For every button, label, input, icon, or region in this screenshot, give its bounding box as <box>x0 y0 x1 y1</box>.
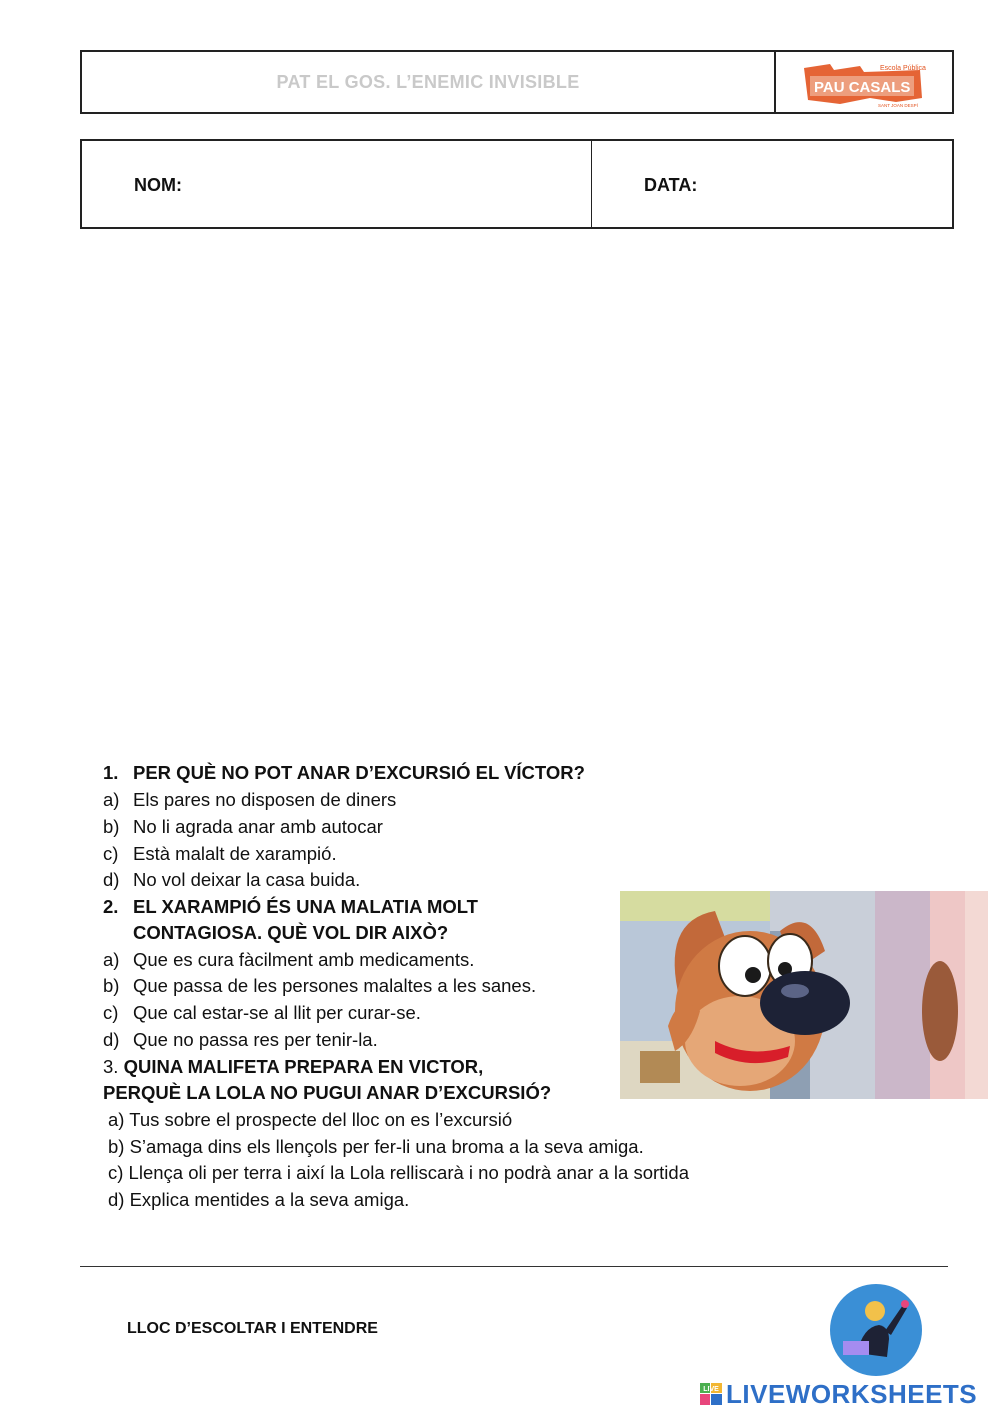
question-2-option[interactable] <box>103 1027 378 1054</box>
question-1-option[interactable] <box>103 814 383 841</box>
option-text: Que no passa res per tenir-la. <box>133 1029 378 1050</box>
question-3-number: 3. <box>103 1056 119 1077</box>
question-3-text-line-1: QUINA MALIFETA PREPARA EN VICTOR, <box>123 1056 484 1077</box>
question-1-option[interactable] <box>103 841 337 868</box>
liveworksheets-brand[interactable] <box>700 1377 977 1411</box>
logo-school-type: Escola Pública <box>880 65 926 72</box>
question-3-heading <box>103 1054 483 1081</box>
question-3-text-line-2: PERQUÈ LA LOLA NO PUGUI ANAR D’EXCURSIÓ? <box>103 1082 552 1103</box>
option-text: No li agrada anar amb autocar <box>133 816 383 837</box>
worksheet-header <box>80 50 954 114</box>
footer-text: LLOC D’ESCOLTAR I ENTENDRE <box>127 1320 378 1337</box>
school-logo <box>800 58 926 108</box>
option-letter: a) <box>103 789 120 810</box>
option-letter: d) <box>103 1029 120 1050</box>
question-1-text: PER QUÈ NO POT ANAR D’EXCURSIÓ EL VÍCTOR? <box>133 762 585 783</box>
question-2-option[interactable] <box>103 947 474 974</box>
question-2-text-line-2: CONTAGIOSA. QUÈ VOL DIR AIXÒ? <box>133 922 449 943</box>
option-letter: b) <box>103 975 120 996</box>
school-logo-cell <box>774 50 956 114</box>
question-1-option[interactable] <box>103 867 360 894</box>
option-text: No vol deixar la casa buida. <box>133 869 361 890</box>
option-text: Que passa de les persones malaltes a les sanes. <box>133 975 537 996</box>
date-label: DATA: <box>644 175 698 195</box>
question-1-heading <box>103 760 585 787</box>
worksheet-title: PAT EL GOS. L’ENEMIC INVISIBLE <box>276 71 580 92</box>
liveworksheets-wordmark: LIVEWORKSHEETS <box>726 1378 978 1409</box>
footer-divider <box>80 1266 948 1267</box>
question-3-option[interactable]: b) S’amaga dins els llençols per fer-li una broma a la seva amiga. <box>108 1136 644 1157</box>
option-text: Que es cura fàcilment amb medicaments. <box>133 949 475 970</box>
logo-town: SANT JOAN DESPÍ <box>878 103 918 108</box>
name-label: NOM: <box>134 175 182 195</box>
student-info-box <box>80 139 954 229</box>
option-text: Que cal estar-se al llit per curar-se. <box>133 1002 421 1023</box>
option-text: Els pares no disposen de diners <box>133 789 397 810</box>
question-2-number: 2. <box>103 896 119 917</box>
option-letter: b) <box>103 816 120 837</box>
live-badge-text: LIVE <box>703 1386 719 1393</box>
question-2-option[interactable] <box>103 1000 421 1027</box>
question-2-heading <box>103 894 478 921</box>
teacher-avatar-icon <box>829 1283 923 1377</box>
question-1-number: 1. <box>103 762 119 783</box>
option-letter: d) <box>103 869 120 890</box>
live-badge-icon <box>700 1383 722 1405</box>
logo-school-name: PAU CASALS <box>814 79 911 96</box>
name-date-divider <box>591 141 592 227</box>
option-letter: c) <box>103 1002 119 1023</box>
option-letter: a) <box>103 949 120 970</box>
question-1-option[interactable] <box>103 787 396 814</box>
cartoon-dog-illustration <box>620 891 988 1099</box>
question-3-option[interactable]: c) Llença oli per terra i així la Lola relliscarà i no podrà anar a la sortida <box>108 1162 689 1183</box>
question-2-option[interactable] <box>103 973 536 1000</box>
option-letter: c) <box>103 843 119 864</box>
option-text: Està malalt de xarampió. <box>133 843 337 864</box>
cartoon-dog-image <box>620 891 988 1099</box>
question-2-text-line-1: EL XARAMPIÓ ÉS UNA MALATIA MOLT <box>133 896 478 917</box>
question-3-option[interactable]: d) Explica mentides a la seva amiga. <box>108 1189 410 1210</box>
question-3-option[interactable]: a) Tus sobre el prospecte del lloc on es l’excursió <box>108 1109 513 1130</box>
